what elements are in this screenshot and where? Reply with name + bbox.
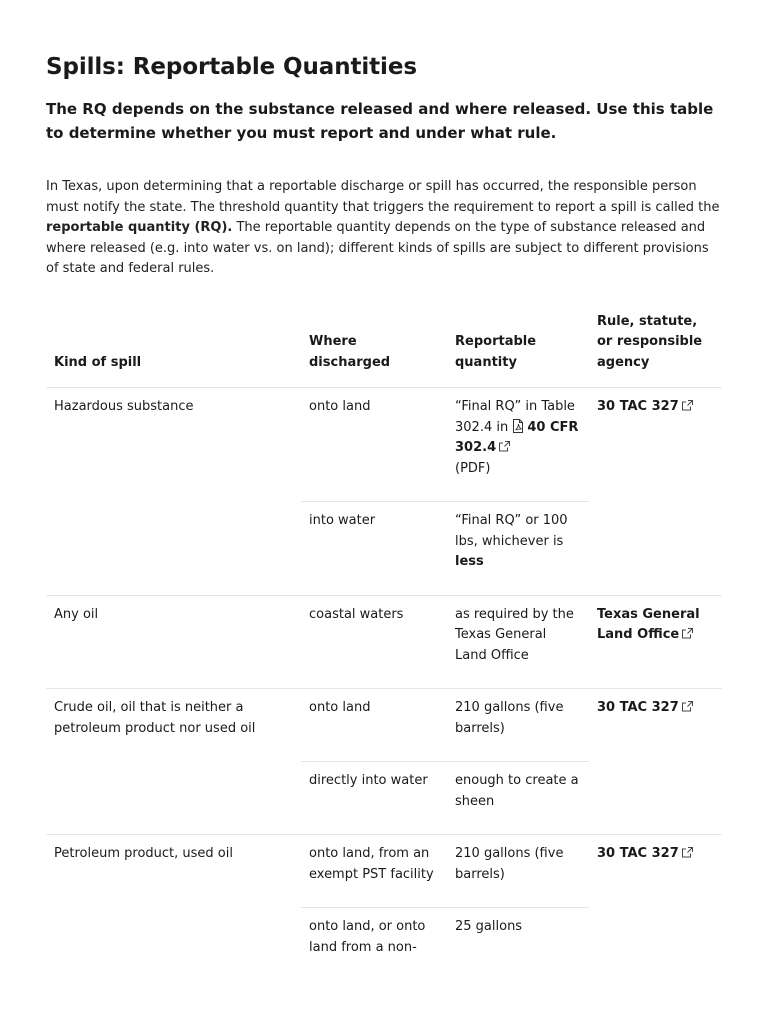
table-row [46, 689, 722, 762]
30-tac-327-link[interactable]: 30 TAC 327 [597, 700, 679, 715]
header-kind: Kind of spill [46, 304, 301, 388]
cell-rq: 210 gallons (five barrels) [447, 689, 589, 762]
external-link-icon [682, 701, 693, 712]
cell-rq: 25 gallons [447, 908, 589, 981]
cell-rq: as required by the Texas General Land Office [447, 595, 589, 689]
cell-rule [589, 595, 722, 689]
external-link-icon [682, 847, 693, 858]
external-link-icon [682, 400, 693, 411]
intro-text-1: In Texas, upon determining that a reportable discharge or spill has occurred, the responsible person must notify the state. The threshold quantity that triggers the requirement to report a spill is called the [46, 179, 720, 215]
cell-rule [589, 835, 722, 981]
cell-rule [589, 388, 722, 596]
30-tac-327-link[interactable]: 30 TAC 327 [597, 399, 679, 414]
cell-rq: 210 gallons (five barrels) [447, 835, 589, 908]
rq-text: “Final RQ” or 100 lbs, whichever is [455, 513, 568, 549]
cell-kind: Any oil [46, 595, 301, 689]
header-where: Where discharged [301, 304, 447, 388]
cell-where: into water [301, 502, 447, 596]
glo-link[interactable]: Texas General Land Office [597, 606, 700, 642]
cell-kind: Crude oil, oil that is neither a petroleum product nor used oil [46, 689, 301, 835]
cell-rule [589, 689, 722, 835]
page-title: Spills: Reportable Quantities [46, 54, 417, 80]
pdf-note: (PDF) [455, 460, 491, 476]
table-row [46, 388, 722, 502]
cfr-302-4-link[interactable]: 40 CFR 302.4 [455, 419, 579, 455]
rq-bold: less [455, 554, 484, 569]
30-tac-327-link[interactable]: 30 TAC 327 [597, 846, 679, 861]
cell-rq [447, 502, 589, 596]
cell-where: onto land [301, 388, 447, 502]
intro-bold-term: reportable quantity (RQ). [46, 220, 233, 235]
cell-where: directly into water [301, 762, 447, 835]
cell-where: coastal waters [301, 595, 447, 689]
header-rule: Rule, statute, or responsible agency [589, 304, 722, 388]
table-row [46, 835, 722, 908]
lead-paragraph: The RQ depends on the substance released and where released. Use this table to determine whether you must report and under what rule. [46, 100, 714, 142]
external-link-icon [499, 441, 510, 452]
intro-paragraph [46, 177, 722, 280]
table-header-row [46, 304, 722, 388]
cell-where: onto land, or onto land from a non- [301, 908, 447, 981]
cell-rq: enough to create a sheen [447, 762, 589, 835]
cell-where: onto land, from an exempt PST facility [301, 835, 447, 908]
cell-kind: Petroleum product, used oil [46, 835, 301, 981]
header-rq: Reportable quantity [447, 304, 589, 388]
intro-text-2: The reportable quantity depends on the type of substance released and where released (e.g. into water vs. on land); different kinds of spills are subject to different provisions of state and federal rules. [46, 220, 709, 276]
cell-where: onto land [301, 689, 447, 762]
rq-table [46, 304, 722, 981]
cell-kind: Hazardous substance [46, 388, 301, 596]
table-row [46, 595, 722, 689]
cell-rq [447, 388, 589, 502]
pdf-icon [512, 419, 524, 433]
external-link-icon [682, 628, 693, 639]
rq-text: “Final RQ” in Table 302.4 in [455, 399, 575, 435]
